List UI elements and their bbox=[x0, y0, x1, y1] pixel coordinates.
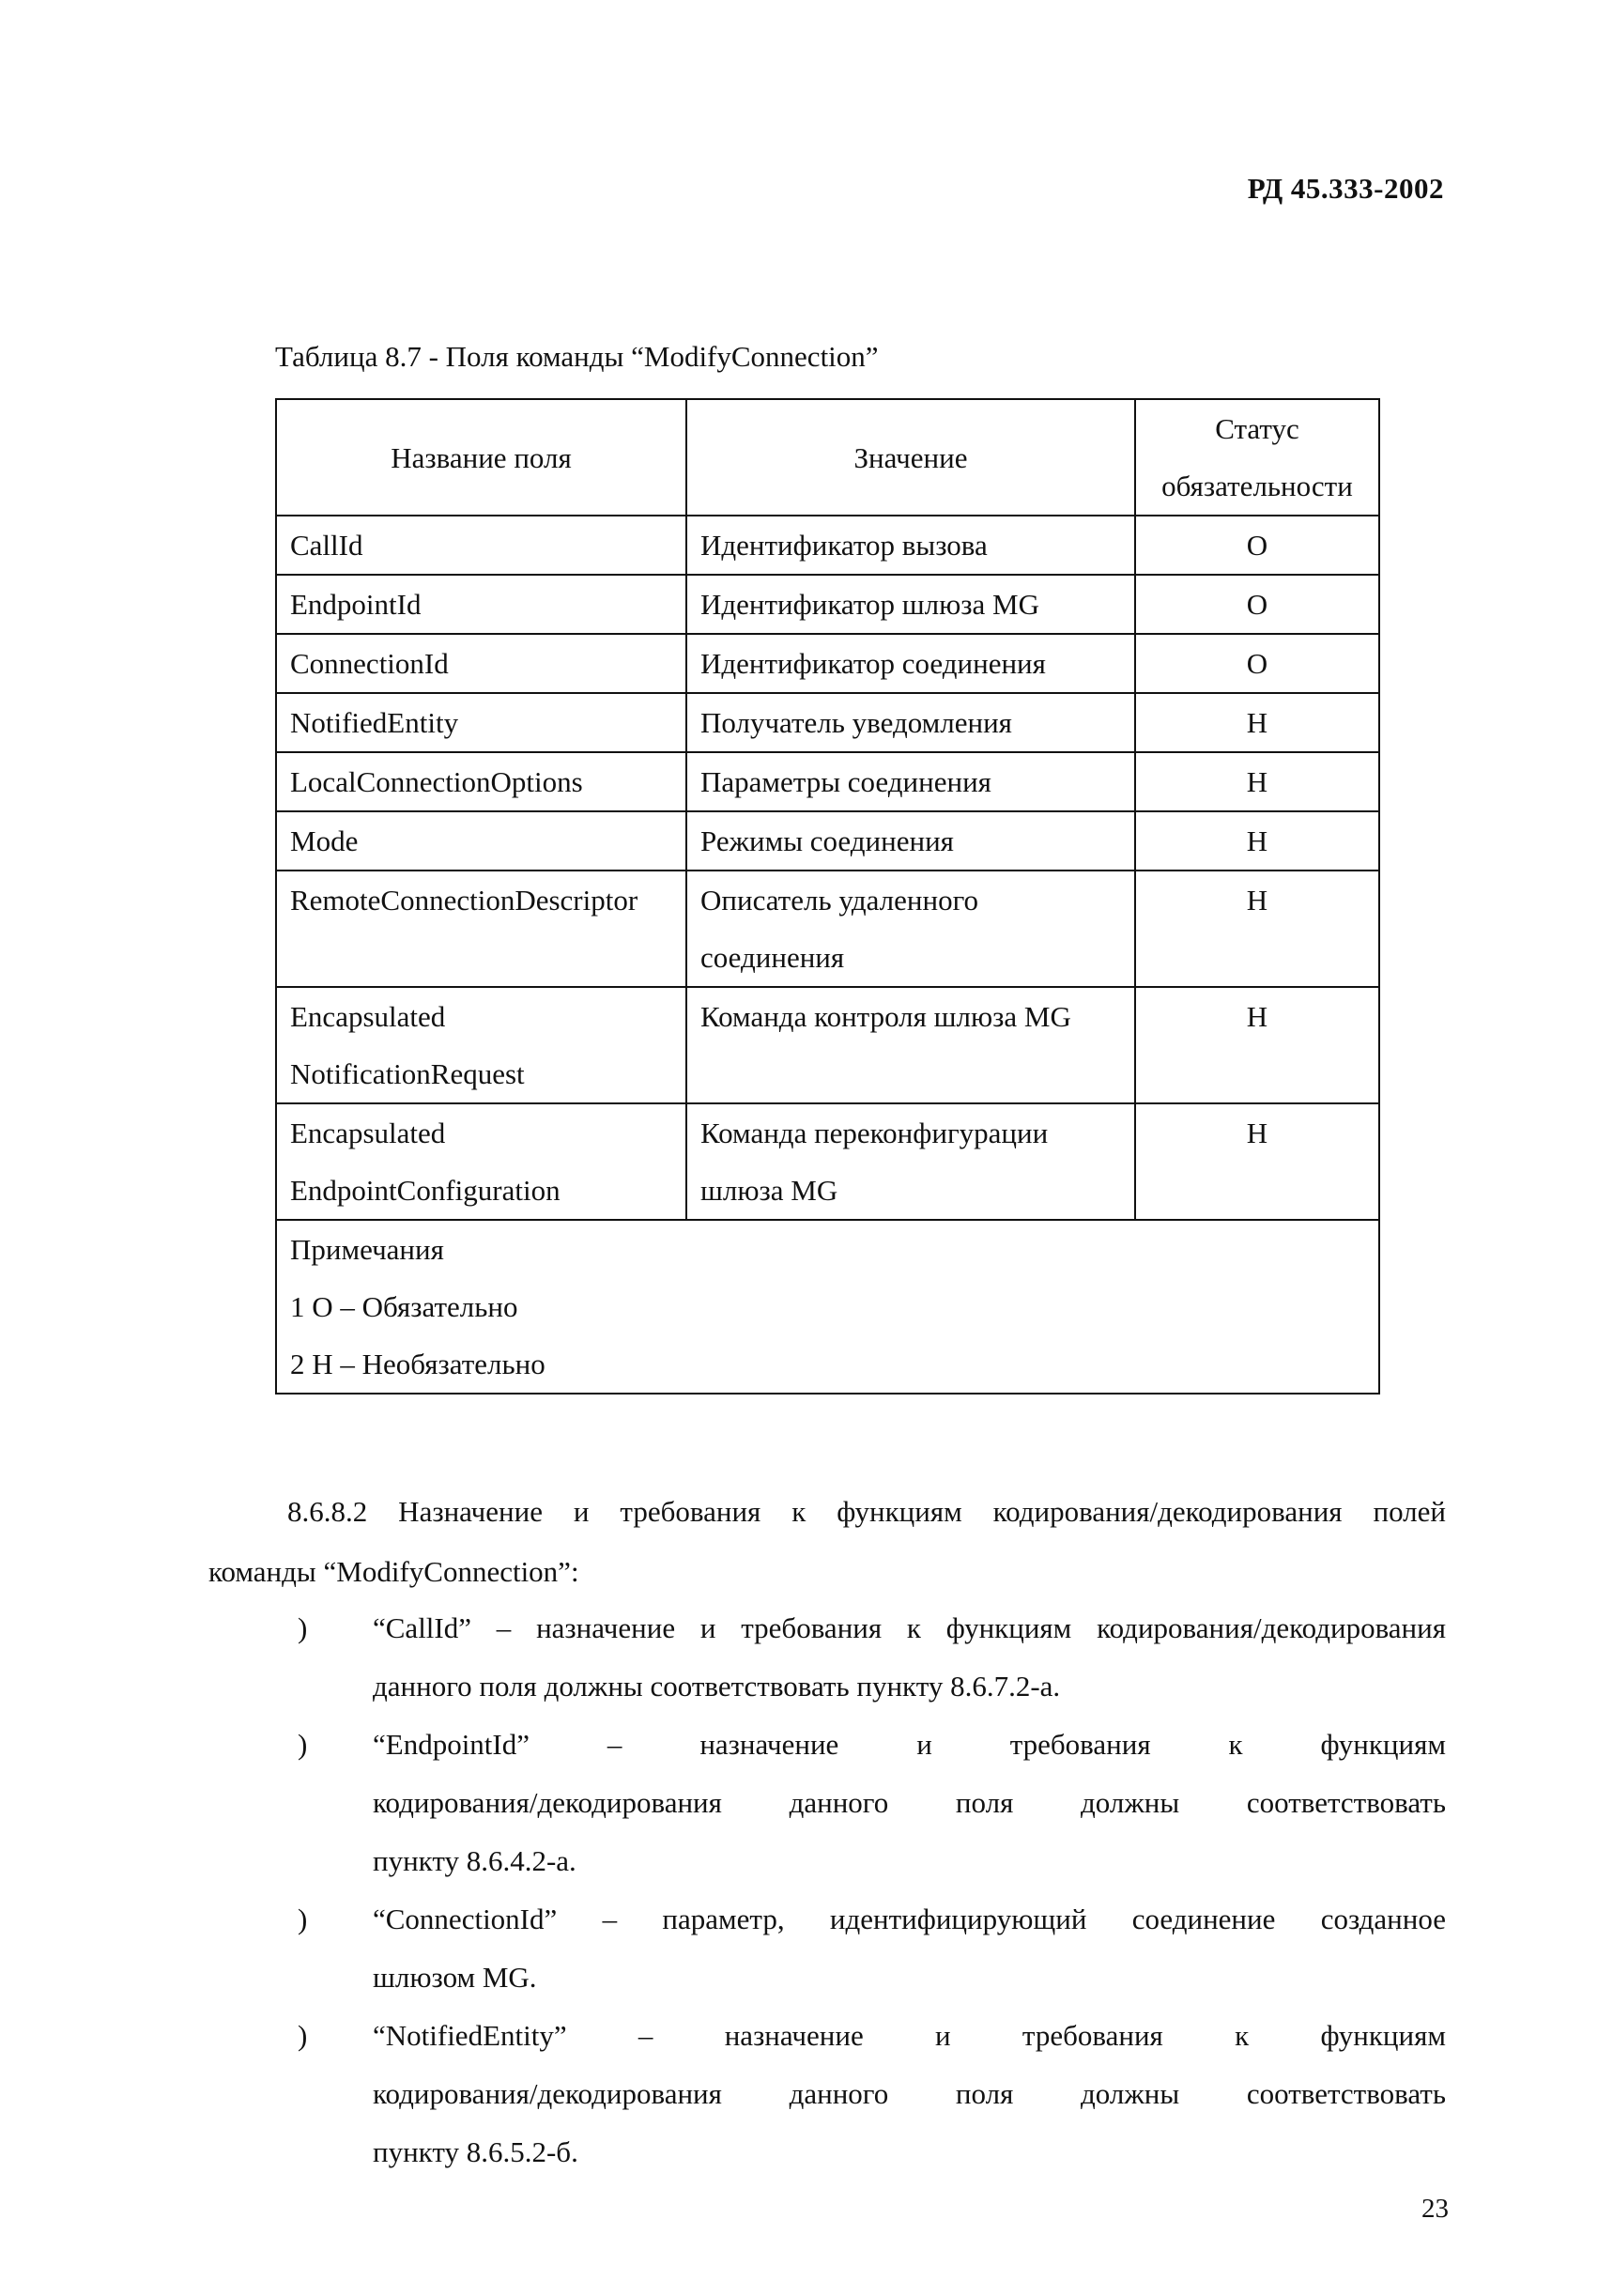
list-line: шлюзом MG. bbox=[373, 1961, 537, 1994]
table-row bbox=[276, 634, 1379, 693]
table-row bbox=[276, 752, 1379, 811]
field-name: NotifiedEntity bbox=[276, 693, 686, 752]
list-marker: ) bbox=[298, 2019, 308, 2052]
status-header-line1: Статус bbox=[1215, 412, 1299, 445]
field-status: О bbox=[1135, 516, 1379, 575]
list-item bbox=[208, 1890, 1446, 2007]
field-status: Н bbox=[1135, 871, 1379, 987]
field-name: Encapsulated NotificationRequest bbox=[276, 987, 686, 1103]
list-line: данного поля должны соответствовать пункту 8.6.7.2-а. bbox=[373, 1670, 1061, 1703]
list-line: пункту 8.6.4.2-а. bbox=[373, 1844, 576, 1877]
column-header-value: Значение bbox=[686, 399, 1135, 516]
table-row bbox=[276, 575, 1379, 634]
table-row bbox=[276, 871, 1379, 987]
column-header-name: Название поля bbox=[276, 399, 686, 516]
list-line: “ConnectionId” – параметр, идентифицирующий соединение созданное bbox=[373, 1903, 1446, 1935]
field-status: О bbox=[1135, 575, 1379, 634]
list-item bbox=[208, 1716, 1446, 1890]
field-value: Идентификатор шлюза MG bbox=[686, 575, 1135, 634]
field-value: Получатель уведомления bbox=[686, 693, 1135, 752]
table-header-row bbox=[276, 399, 1379, 516]
field-value: Идентификатор вызова bbox=[686, 516, 1135, 575]
field-status: Н bbox=[1135, 987, 1379, 1103]
list-marker: ) bbox=[298, 1728, 308, 1761]
table-notes-row bbox=[276, 1220, 1379, 1394]
notes-item: 2 Н – Необязательно bbox=[290, 1348, 545, 1380]
field-value: Параметры соединения bbox=[686, 752, 1135, 811]
field-name: Mode bbox=[276, 811, 686, 871]
field-status: Н bbox=[1135, 811, 1379, 871]
field-name: RemoteConnectionDescriptor bbox=[276, 871, 686, 987]
section-line: 8.6.8.2 Назначение и требования к функциям кодирования/декодирования полей bbox=[287, 1495, 1446, 1528]
field-status: Н bbox=[1135, 752, 1379, 811]
list-item bbox=[208, 2007, 1446, 2181]
document-code: РД 45.333-2002 bbox=[1247, 172, 1444, 205]
page-number: 23 bbox=[1421, 2194, 1449, 2224]
field-value: Идентификатор соединения bbox=[686, 634, 1135, 693]
requirements-list bbox=[208, 1599, 1446, 2181]
list-line: пункту 8.6.5.2-б. bbox=[373, 2135, 578, 2168]
table-row bbox=[276, 693, 1379, 752]
list-line: кодирования/декодирования данного поля должны соответствовать bbox=[373, 1786, 1446, 1819]
field-value: Команда контроля шлюза MG bbox=[686, 987, 1135, 1103]
field-name: ConnectionId bbox=[276, 634, 686, 693]
status-header-line2: обязательности bbox=[1161, 470, 1353, 502]
table-row bbox=[276, 811, 1379, 871]
field-status: Н bbox=[1135, 693, 1379, 752]
section-line: команды “ModifyConnection”: bbox=[208, 1555, 579, 1588]
list-marker: ) bbox=[298, 1611, 308, 1644]
field-status: О bbox=[1135, 634, 1379, 693]
section-paragraph bbox=[208, 1482, 1446, 1602]
field-status: Н bbox=[1135, 1103, 1379, 1220]
table-notes bbox=[276, 1220, 1379, 1394]
field-name: EndpointId bbox=[276, 575, 686, 634]
field-name: Encapsulated EndpointConfiguration bbox=[276, 1103, 686, 1220]
field-value: Режимы соединения bbox=[686, 811, 1135, 871]
field-name: LocalConnectionOptions bbox=[276, 752, 686, 811]
table-caption: Таблица 8.7 - Поля команды “ModifyConnection” bbox=[275, 340, 879, 373]
column-header-status bbox=[1135, 399, 1379, 516]
table-row bbox=[276, 1103, 1379, 1220]
list-line: “NotifiedEntity” – назначение и требования к функциям bbox=[373, 2019, 1446, 2052]
notes-title: Примечания bbox=[290, 1233, 444, 1266]
field-name: CallId bbox=[276, 516, 686, 575]
table-row bbox=[276, 987, 1379, 1103]
list-line: “EndpointId” – назначение и требования к функциям bbox=[373, 1728, 1446, 1761]
list-line: “CallId” – назначение и требования к функциям кодирования/декодирования bbox=[373, 1611, 1446, 1644]
table-row bbox=[276, 516, 1379, 575]
list-marker: ) bbox=[298, 1903, 308, 1935]
notes-item: 1 О – Обязательно bbox=[290, 1290, 518, 1323]
field-value: Описатель удаленного соединения bbox=[686, 871, 1135, 987]
list-item bbox=[208, 1599, 1446, 1716]
field-value: Команда переконфигурации шлюза MG bbox=[686, 1103, 1135, 1220]
list-line: кодирования/декодирования данного поля должны соответствовать bbox=[373, 2077, 1446, 2110]
fields-table bbox=[275, 398, 1380, 1395]
